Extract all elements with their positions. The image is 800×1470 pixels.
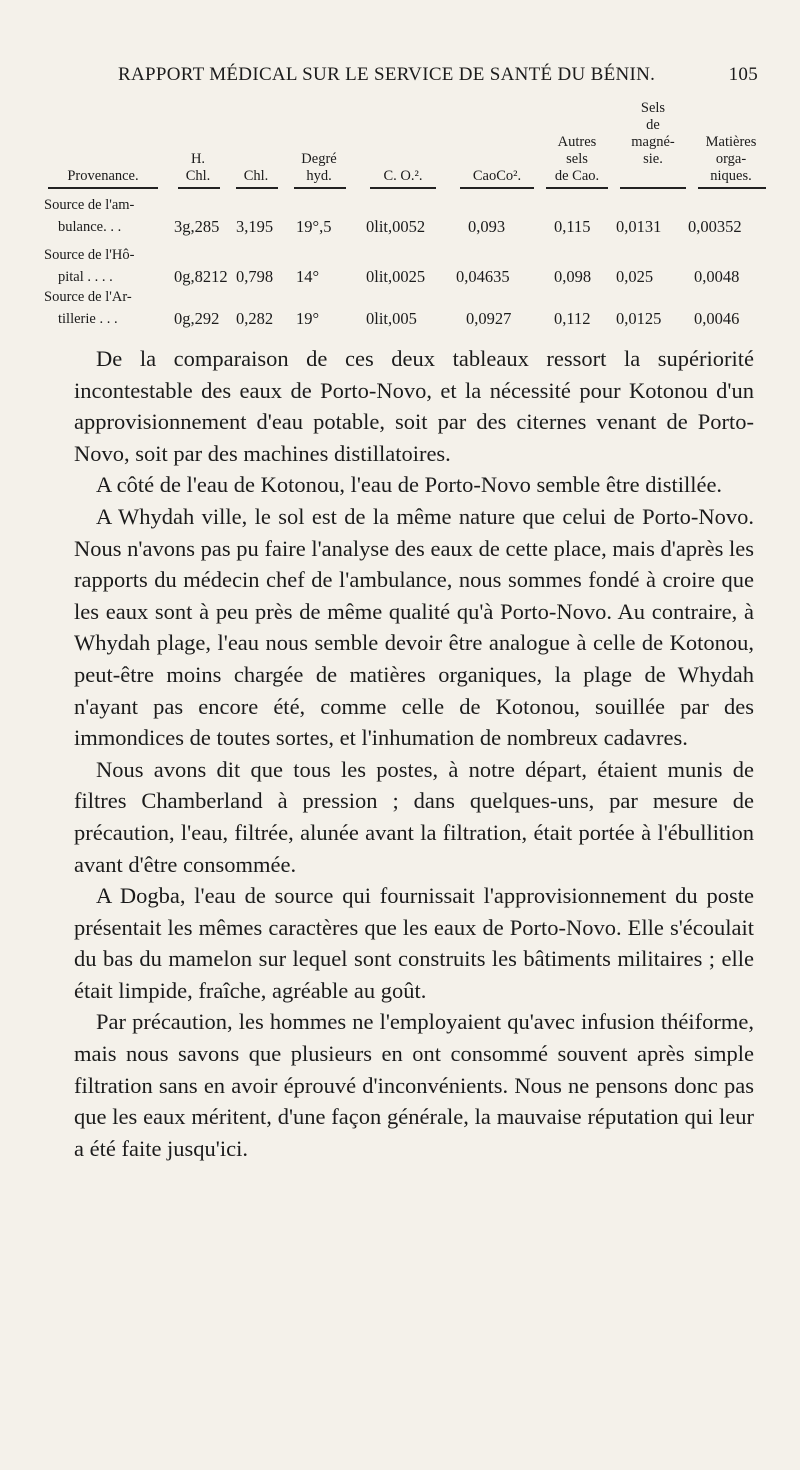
column-header-co2 (366, 168, 440, 185)
table-cell: 19° (296, 309, 320, 328)
column-header-caoco2 (456, 168, 538, 185)
header-rule (698, 187, 766, 189)
column-header-matieres-organiques (694, 134, 768, 185)
header-rule (48, 187, 158, 189)
table-cell: 0,093 (468, 217, 506, 236)
column-header-text: magné- (631, 134, 675, 150)
table-cell: 19°,5 (296, 217, 332, 236)
column-header-text: orga- (715, 151, 747, 167)
column-header-text: Autres (557, 134, 597, 150)
row-label-line: tillerie . . . (58, 311, 118, 327)
table-cell: 0,0927 (466, 309, 512, 328)
table-cell: 0,0046 (694, 309, 740, 328)
paragraph: De la comparaison de ces deux tableaux ressort la supériorité incontestable des eaux de Porto-Novo, et la nécessité pour Kotonou d'un approvisionnement d'eau potable, soit par des citernes venant de Porto-Novo, soit par des machines distillatoires. (74, 346, 754, 466)
column-header-text: H. (190, 151, 206, 167)
page-number: 105 (728, 64, 758, 85)
table-cell: 3,195 (236, 217, 274, 236)
table-cell: 0,00352 (688, 217, 742, 236)
column-header-text: Sels (640, 100, 666, 116)
table-cell: 0lit,005 (366, 309, 417, 328)
table-cell: 0,798 (236, 267, 274, 286)
row-label (44, 194, 134, 238)
table-cell: 0,0131 (616, 217, 662, 236)
row-label-line: pital . . . . (58, 269, 113, 285)
column-header-text: Degré (301, 151, 337, 167)
column-header-text: de (646, 117, 660, 133)
table-cell: 0,04635 (456, 267, 510, 286)
header-rule (546, 187, 608, 189)
column-header-text: Chl. (243, 168, 269, 184)
header-rule (178, 187, 220, 189)
paragraph: A Whydah ville, le sol est de la même nature que celui de Porto-Novo. Nous n'avons pas pu faire l'analyse des eaux de cette place, mais d'après les rapports du médecin chef de l'ambulance, nous sommes fondé à croire que les eaux sont à peu près de même qualité qu'à Porto-Novo. Au contraire, à Whydah plage, l'eau nous semble devoir être analogue à celle de Kotonou, peut-être moins chargée de matières organiques, la plage de Whydah n'ayant pas encore été, comme celle de Kotonou, souillée par des immondices de toutes sortes, et l'inhumation de nombreux cadavres. (74, 503, 754, 751)
table-cell: 3g,285 (174, 217, 220, 236)
column-header-text: Provenance. (67, 168, 139, 184)
running-header (118, 64, 758, 92)
column-header-h-chl (174, 151, 222, 185)
table-cell: 0lit,0052 (366, 217, 426, 236)
column-header-text: sels (566, 151, 588, 167)
column-header-text: de Cao. (554, 168, 600, 184)
table-cell: 0,112 (554, 309, 591, 328)
table-cell: 14° (296, 267, 320, 286)
column-header-text: C. O.². (383, 168, 423, 184)
column-header-sels-magnesie (616, 100, 690, 168)
table-cell: 0,282 (236, 309, 274, 328)
table-cell: 0,0048 (694, 267, 740, 286)
row-label-line: Source de l'Hô- (44, 247, 135, 263)
column-header-text: niques. (710, 168, 752, 184)
header-rule (294, 187, 346, 189)
column-header-autres-sels (542, 134, 612, 185)
table-cell: 0g,292 (174, 309, 220, 328)
table-cell: 0g,8212 (174, 267, 228, 286)
body-text (74, 343, 754, 1164)
paragraph: Nous avons dit que tous les postes, à notre départ, étaient munis de filtres Chamberland à pression ; dans quelques-uns, par mesure de précaution, l'eau, filtrée, alunée avant la filtration, était portée à l'ébullition avant d'être consommée. (74, 756, 754, 877)
table-cell: 0,025 (616, 267, 654, 286)
header-rule (236, 187, 278, 189)
row-label-line: Source de l'am- (44, 197, 135, 213)
paragraph: Par précaution, les hommes ne l'employaient qu'avec infusion théiforme, mais nous savons que plusieurs en ont consommé souvent après simple filtration sans en avoir éprouvé d'inconvénients. Nous ne pensons donc pas que les eaux méritent, d'une façon générale, la mauvaise réputation qui leur a été faite jusqu'ici. (74, 1009, 754, 1161)
column-header-provenance (48, 168, 158, 185)
row-label-line: Source de l'Ar- (44, 289, 132, 305)
table-cell: 0,0125 (616, 309, 662, 328)
table-cell: 0,115 (554, 217, 591, 236)
column-header-text: Chl. (185, 168, 211, 184)
paragraph: A Dogba, l'eau de source qui fournissait l'approvisionnement du poste présentait les mêmes caractères que les eaux de Porto-Novo. Elle s'écoulait du bas du mamelon sur lequel sont construits les bâtiments militaires ; elle était limpide, fraîche, agréable au goût. (74, 883, 754, 1003)
water-analysis-table (44, 100, 768, 340)
table-cell: 0lit,0025 (366, 267, 426, 286)
column-header-text: hyd. (306, 168, 332, 184)
header-title: RAPPORT MÉDICAL SUR LE SERVICE DE SANTÉ DU BÉNIN. (118, 64, 656, 85)
row-label (44, 286, 132, 330)
header-rule (370, 187, 436, 189)
header-rule (460, 187, 534, 189)
paragraph: A côté de l'eau de Kotonou, l'eau de Porto-Novo semble être distillée. (96, 472, 723, 498)
row-label-line: bulance. . . (58, 219, 122, 235)
column-header-chl (232, 168, 280, 185)
column-header-degre-hyd (290, 151, 348, 185)
header-rule (620, 187, 686, 189)
table-cell: 0,098 (554, 267, 592, 286)
column-header-text: CaoCo². (472, 168, 522, 184)
row-label (44, 244, 134, 288)
column-header-text: sie. (643, 151, 663, 167)
column-header-text: Matières (705, 134, 757, 150)
